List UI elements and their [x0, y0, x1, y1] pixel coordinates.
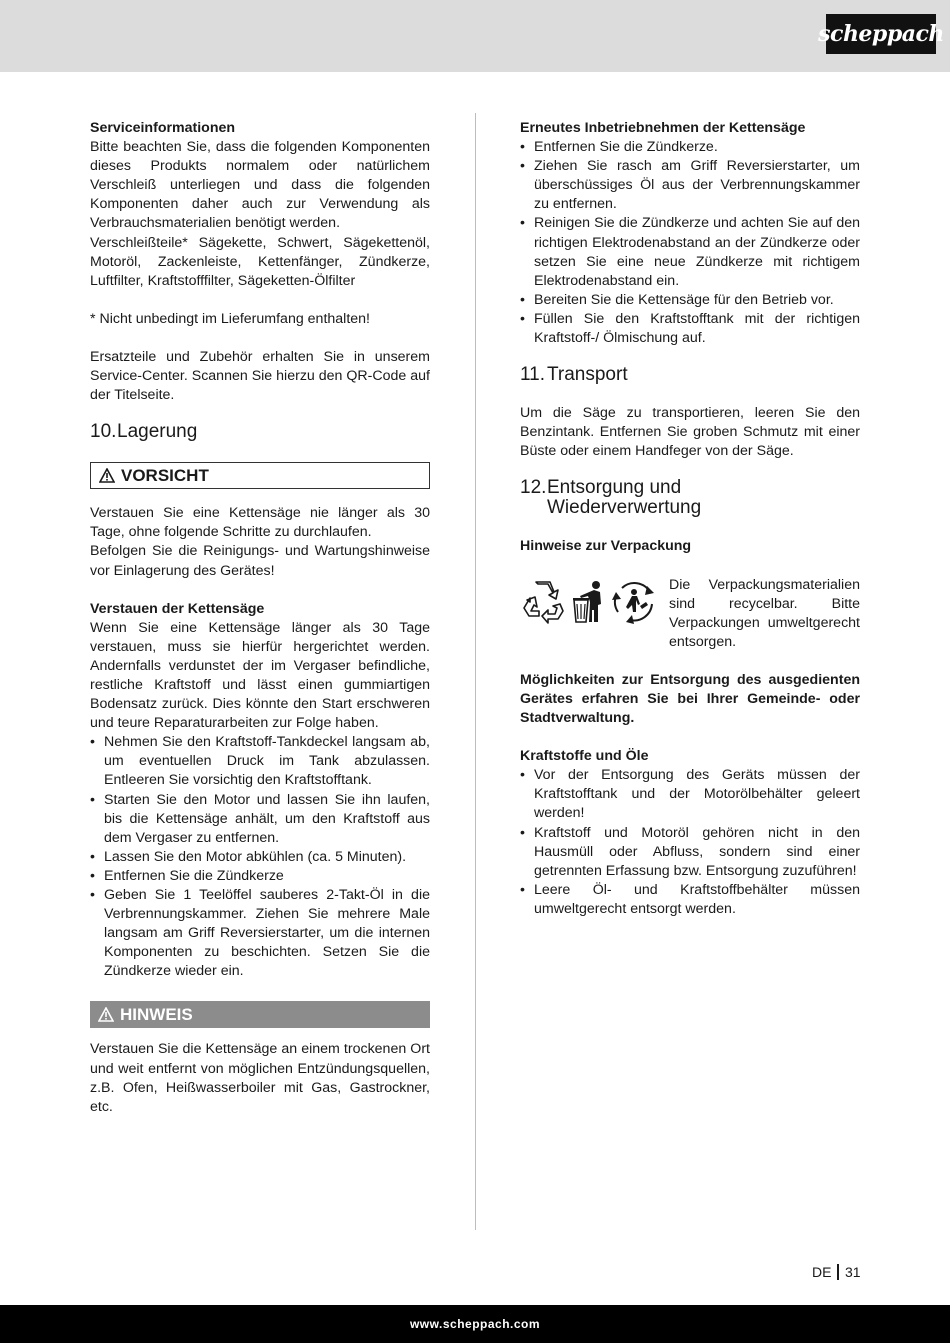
brand-logo: scheppach [826, 14, 936, 54]
right-column [520, 119, 860, 919]
list-item: • Entfernen Sie die Zündkerze [90, 867, 430, 886]
footer-bar [0, 1305, 950, 1343]
list-item: • Geben Sie 1 Teelöffel sauberes 2-Takt-Öl in die Verbrennungskammer. Ziehen Sie mehrere Male langsam am Griff Reversierstarter, um die internen Komponenten zu beschichten. Setzen Sie die Zündkerze wieder ein. [90, 886, 430, 981]
page-number-value: 31 [844, 1264, 861, 1280]
list-item: • Vor der Entsorgung des Geräts müssen der Kraftstofftank und der Motorölbehälter geleert werden! [520, 766, 860, 823]
section-12-number: 12. [520, 477, 547, 499]
store-text: Wenn Sie eine Kettensäge länger als 30 Tage verstauen, muss sie hierfür hergerichtet werden. Andernfalls verdunstet der im Vergaser befindliche, restliche Kraftstoff und lässt einen gummiartigen Bodensatz zurück. Dies könnte den Start erschweren und teure Reparaturarbeiten zur Folge haben. [90, 619, 430, 732]
triman-recycle-icon [610, 578, 658, 630]
section-12-title-line-1: Entsorgung und [547, 477, 682, 499]
section-11-number: 11. [520, 364, 546, 386]
list-item: • Kraftstoff und Motoröl gehören nicht in den Hausmüll oder Abfluss, sondern sind einer getrennten Erfassung bzw. Entsorgung zuzuführen! [520, 824, 860, 881]
section-12-title-line-2: Wiederverwertung [547, 497, 702, 519]
website-link[interactable]: www.scheppach.com [409, 1317, 541, 1331]
section-10-heading [90, 422, 430, 442]
store-steps-list [90, 733, 430, 981]
page-number [812, 1264, 861, 1280]
section-10-number: 10. [90, 421, 117, 443]
recycling-icons [520, 576, 669, 630]
section-11-heading [520, 365, 860, 385]
restart-steps-list [520, 138, 860, 348]
list-item: • Lassen Sie den Motor abkühlen (ca. 5 Minuten). [90, 848, 430, 867]
section-11-title: Transport [547, 364, 628, 386]
service-text: Bitte beachten Sie, dass die folgenden Komponenten dieses Produkts normalem oder natürlichem Verschleiß unterliegen und dass die folgenden Komponenten daher auch zur Verwendung als Verbrauchsmaterialien benötigt werden. [90, 139, 430, 232]
left-column [90, 119, 430, 1117]
disposal-info: Möglichkeiten zur Entsorgung des ausgedienten Gerätes erfahren Sie bei Ihrer Gemeinde- oder Stadtverwaltung. [520, 671, 860, 727]
list-item: • Ziehen Sie rasch am Griff Reversierstarter, um überschüssiges Öl aus der Verbrennungskammer zu entfernen. [520, 157, 860, 214]
caution-box [90, 462, 430, 489]
packaging-text: Die Verpackungsmaterialien sind recycelbar. Bitte Verpackungen umweltgerecht entsorgen. [669, 576, 860, 650]
header-bar [0, 0, 950, 72]
column-divider [475, 113, 476, 1230]
warning-triangle-icon [99, 468, 115, 483]
list-item: • Leere Öl- und Kraftstoffbehälter müssen umweltgerecht entsorgt werden. [520, 881, 860, 919]
list-item: • Entfernen Sie die Zündkerze. [520, 138, 860, 157]
section-12-title [547, 478, 860, 518]
language-code: DE [812, 1264, 832, 1280]
recycle-icon [520, 578, 566, 630]
fuels-heading: Kraftstoffe und Öle [520, 748, 649, 765]
list-item: • Starten Sie den Motor und lassen Sie ihn laufen, bis die Kettensäge anhält, um den Kraftstoff aus dem Vergaser zu entfernen. [90, 791, 430, 848]
warning-triangle-icon [98, 1007, 114, 1022]
packaging-heading: Hinweise zur Verpackung [520, 538, 692, 555]
note-label: HINWEIS [120, 1005, 193, 1025]
fuels-steps-list [520, 766, 860, 919]
store-heading: Verstauen der Kettensäge [90, 600, 265, 617]
caution-label: VORSICHT [121, 466, 209, 486]
separator [837, 1264, 839, 1280]
list-item: • Füllen Sie den Kraftstofftank mit der richtigen Kraftstoff-/ Ölmischung auf. [520, 310, 860, 348]
trash-bin-icon [570, 578, 606, 630]
packaging-info-row [520, 576, 860, 652]
note-text: Verstauen Sie die Kettensäge an einem trockenen Ort und weit entfernt von möglichen Entzündungsquellen, z.B. Ofen, Heißwasserboiler mit Gas, Gastrockner, etc. [90, 1041, 430, 1115]
list-item: • Bereiten Sie die Kettensäge für den Betrieb vor. [520, 291, 860, 310]
spare-parts-text: Ersatzteile und Zubehör erhalten Sie in unserem Service-Center. Scannen Sie hierzu den QR-Code auf der Titelseite. [90, 348, 430, 404]
list-item: • Reinigen Sie die Zündkerze und achten Sie auf den richtigen Elektrodenabstand an der Zündkerze oder setzen Sie eine neue Zündkerze mit richtigem Elektrodenabstand ein. [520, 214, 860, 290]
wear-parts-text: Verschleißteile* Sägekette, Schwert, Sägekettenöl, Motoröl, Zackenleiste, Kettenfänger, Zündkerze, Luftfilter, Kraftstofffilter, Sägeketten-Ölfilter [90, 234, 430, 289]
caution-text-2: Befolgen Sie die Reinigungs- und Wartungshinweise vor Einlagerung des Gerätes! [90, 543, 430, 579]
restart-heading: Erneutes Inbetriebnehmen der Kettensäge [520, 120, 806, 136]
service-heading: Serviceinformationen [90, 120, 236, 136]
section-12-heading [520, 478, 860, 518]
section-10-title: Lagerung [117, 421, 198, 443]
transport-text: Um die Säge zu transportieren, leeren Sie den Benzintank. Entfernen Sie groben Schmutz mit einer Büste oder einem Handfeger von der Säge. [520, 405, 860, 460]
list-item: • Nehmen Sie den Kraftstoff-Tankdeckel langsam ab, um eventuellen Druck im Tank abzulassen. Entleeren Sie vorsichtig den Kraftstofftank. [90, 733, 430, 790]
note-box [90, 1001, 430, 1028]
caution-text-1: Verstauen Sie eine Kettensäge nie länger als 30 Tage, ohne folgende Schritte zu durchlaufen. [90, 505, 430, 541]
footnote-text: * Nicht unbedingt im Lieferumfang enthalten! [90, 310, 370, 327]
